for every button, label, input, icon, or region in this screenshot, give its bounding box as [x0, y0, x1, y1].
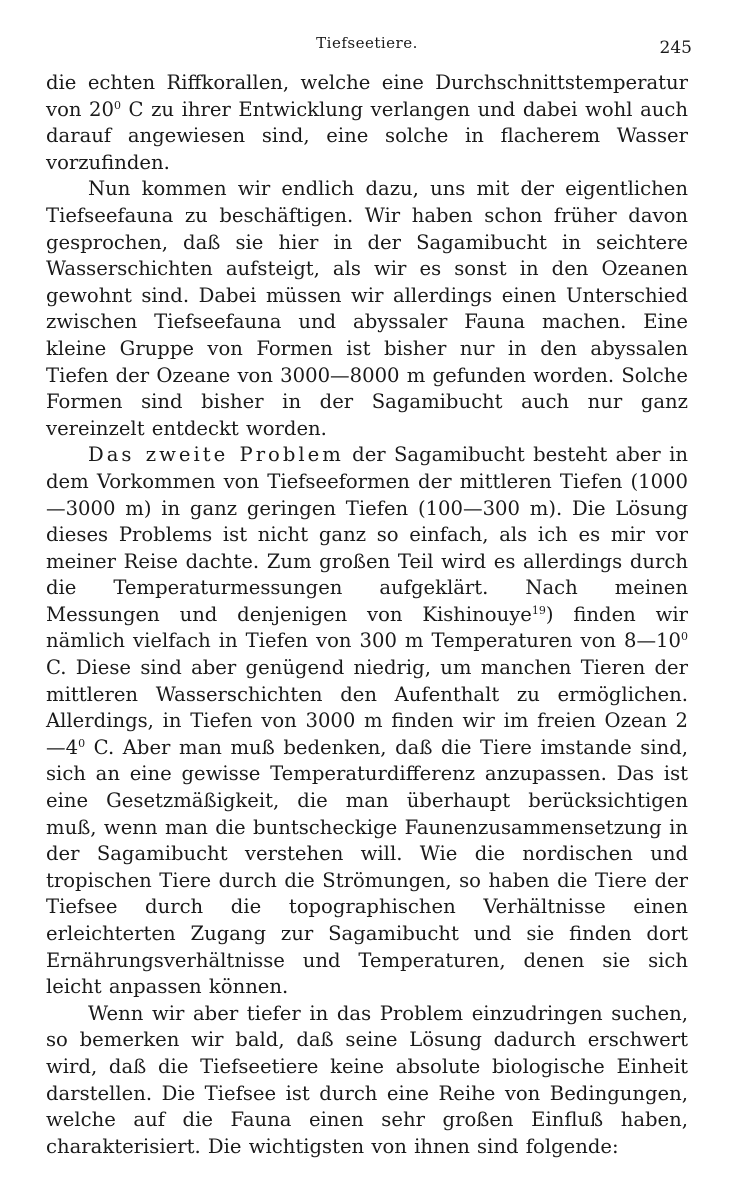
book-page: [46, 34, 692, 1160]
degree-superscript: 0: [681, 630, 688, 644]
running-head: [46, 34, 692, 60]
paragraph-3-text-c: C. Diese sind aber genügend niedrig, um manchen Tieren der mittleren Wasserschichten den Aufenthalt zu ermöglichen. Allerdings, in Tiefen von 3000 m finden wir im freien Ozean 2—4: [46, 656, 688, 759]
paragraph-4: Wenn wir aber tiefer in das Problem einzudringen suchen, so bemerken wir bald, daß seine Lösung dadurch erschwert wird, daß die Tiefseetiere keine absolute biologische Einheit darstellen. Die Tiefsee ist durch eine Reihe von Bedingungen, welche auf die Fauna einen sehr großen Einfluß haben, charakterisiert. Die wichtigsten von ihnen sind folgende:: [46, 1001, 688, 1158]
paragraph-1: [46, 70, 688, 176]
paragraph-3-text-a: der Sagamibucht besteht aber in dem Vorkommen von Tiefseeformen der mittleren Tiefen (1000—3000 m) in ganz geringen Tiefen (100—300 m). Die Lösung dieses Problems ist nicht ganz so einfach, als ich es mir vor meiner Reise dachte. Zum großen Teil wird es allerdings durch die Temperaturmessungen aufgeklärt. Nach meinen Messungen und denjenigen von Kishinouye: [46, 443, 688, 626]
paragraph-2: Nun kommen wir endlich dazu, uns mit der eigentlichen Tiefseefauna zu beschäftigen. Wir haben schon früher davon gesprochen, daß sie hier in der Sagamibucht in seichtere Wasserschichten aufsteigt, als wir es sonst in den Ozeanen gewohnt sind. Dabei müssen wir allerdings einen Unterschied zwischen Tiefseefauna und abyssaler Fauna machen. Eine kleine Gruppe von Formen ist bisher nur in den abyssalen Tiefen der Ozeane von 3000—8000 m gefunden worden. Solche Formen sind bisher in der Sagamibucht auch nur ganz vereinzelt entdeckt worden.: [46, 177, 688, 440]
paragraph-3-text-b: ) finden wir nämlich vielfach in Tiefen von 300 m Temperaturen von 8—10: [46, 602, 689, 653]
emphasized-phrase: Das zweite Problem: [88, 443, 344, 467]
degree-superscript: 0: [113, 98, 121, 112]
paragraph-1-text-a: die echten Riffkorallen, welche eine Durchschnittstemperatur von 20: [46, 71, 688, 121]
paragraph-3: [46, 442, 688, 1000]
footnote-reference: 19: [531, 603, 546, 617]
paragraph-1-text-b: C zu ihrer Entwicklung verlangen und dabei wohl auch darauf angewiesen sind, eine solche in flacherem Wasser vorzufinden.: [46, 97, 688, 174]
paragraph-3-text-d: C. Aber man muß bedenken, daß die Tiere imstande sind, sich an eine gewisse Temperaturdifferenz anzupassen. Das ist eine Gesetzmäßigkeit, die man überhaupt berücksichtigen muß, wenn man die buntscheckige Faunenzusammensetzung in der Sagamibucht verstehen will. Wie die nordischen und tropischen Tiere durch die Strömungen, so haben die Tiere der Tiefsee durch die topographischen Verhältnisse einen erleichterten Zugang zur Sagamibucht und sie finden dort Ernährungsverhältnisse und Temperaturen, denen sie sich leicht anpassen können.: [46, 735, 688, 999]
degree-superscript: 0: [78, 736, 86, 750]
running-title: Tiefseetiere.: [316, 34, 418, 52]
page-number: 245: [659, 38, 692, 58]
